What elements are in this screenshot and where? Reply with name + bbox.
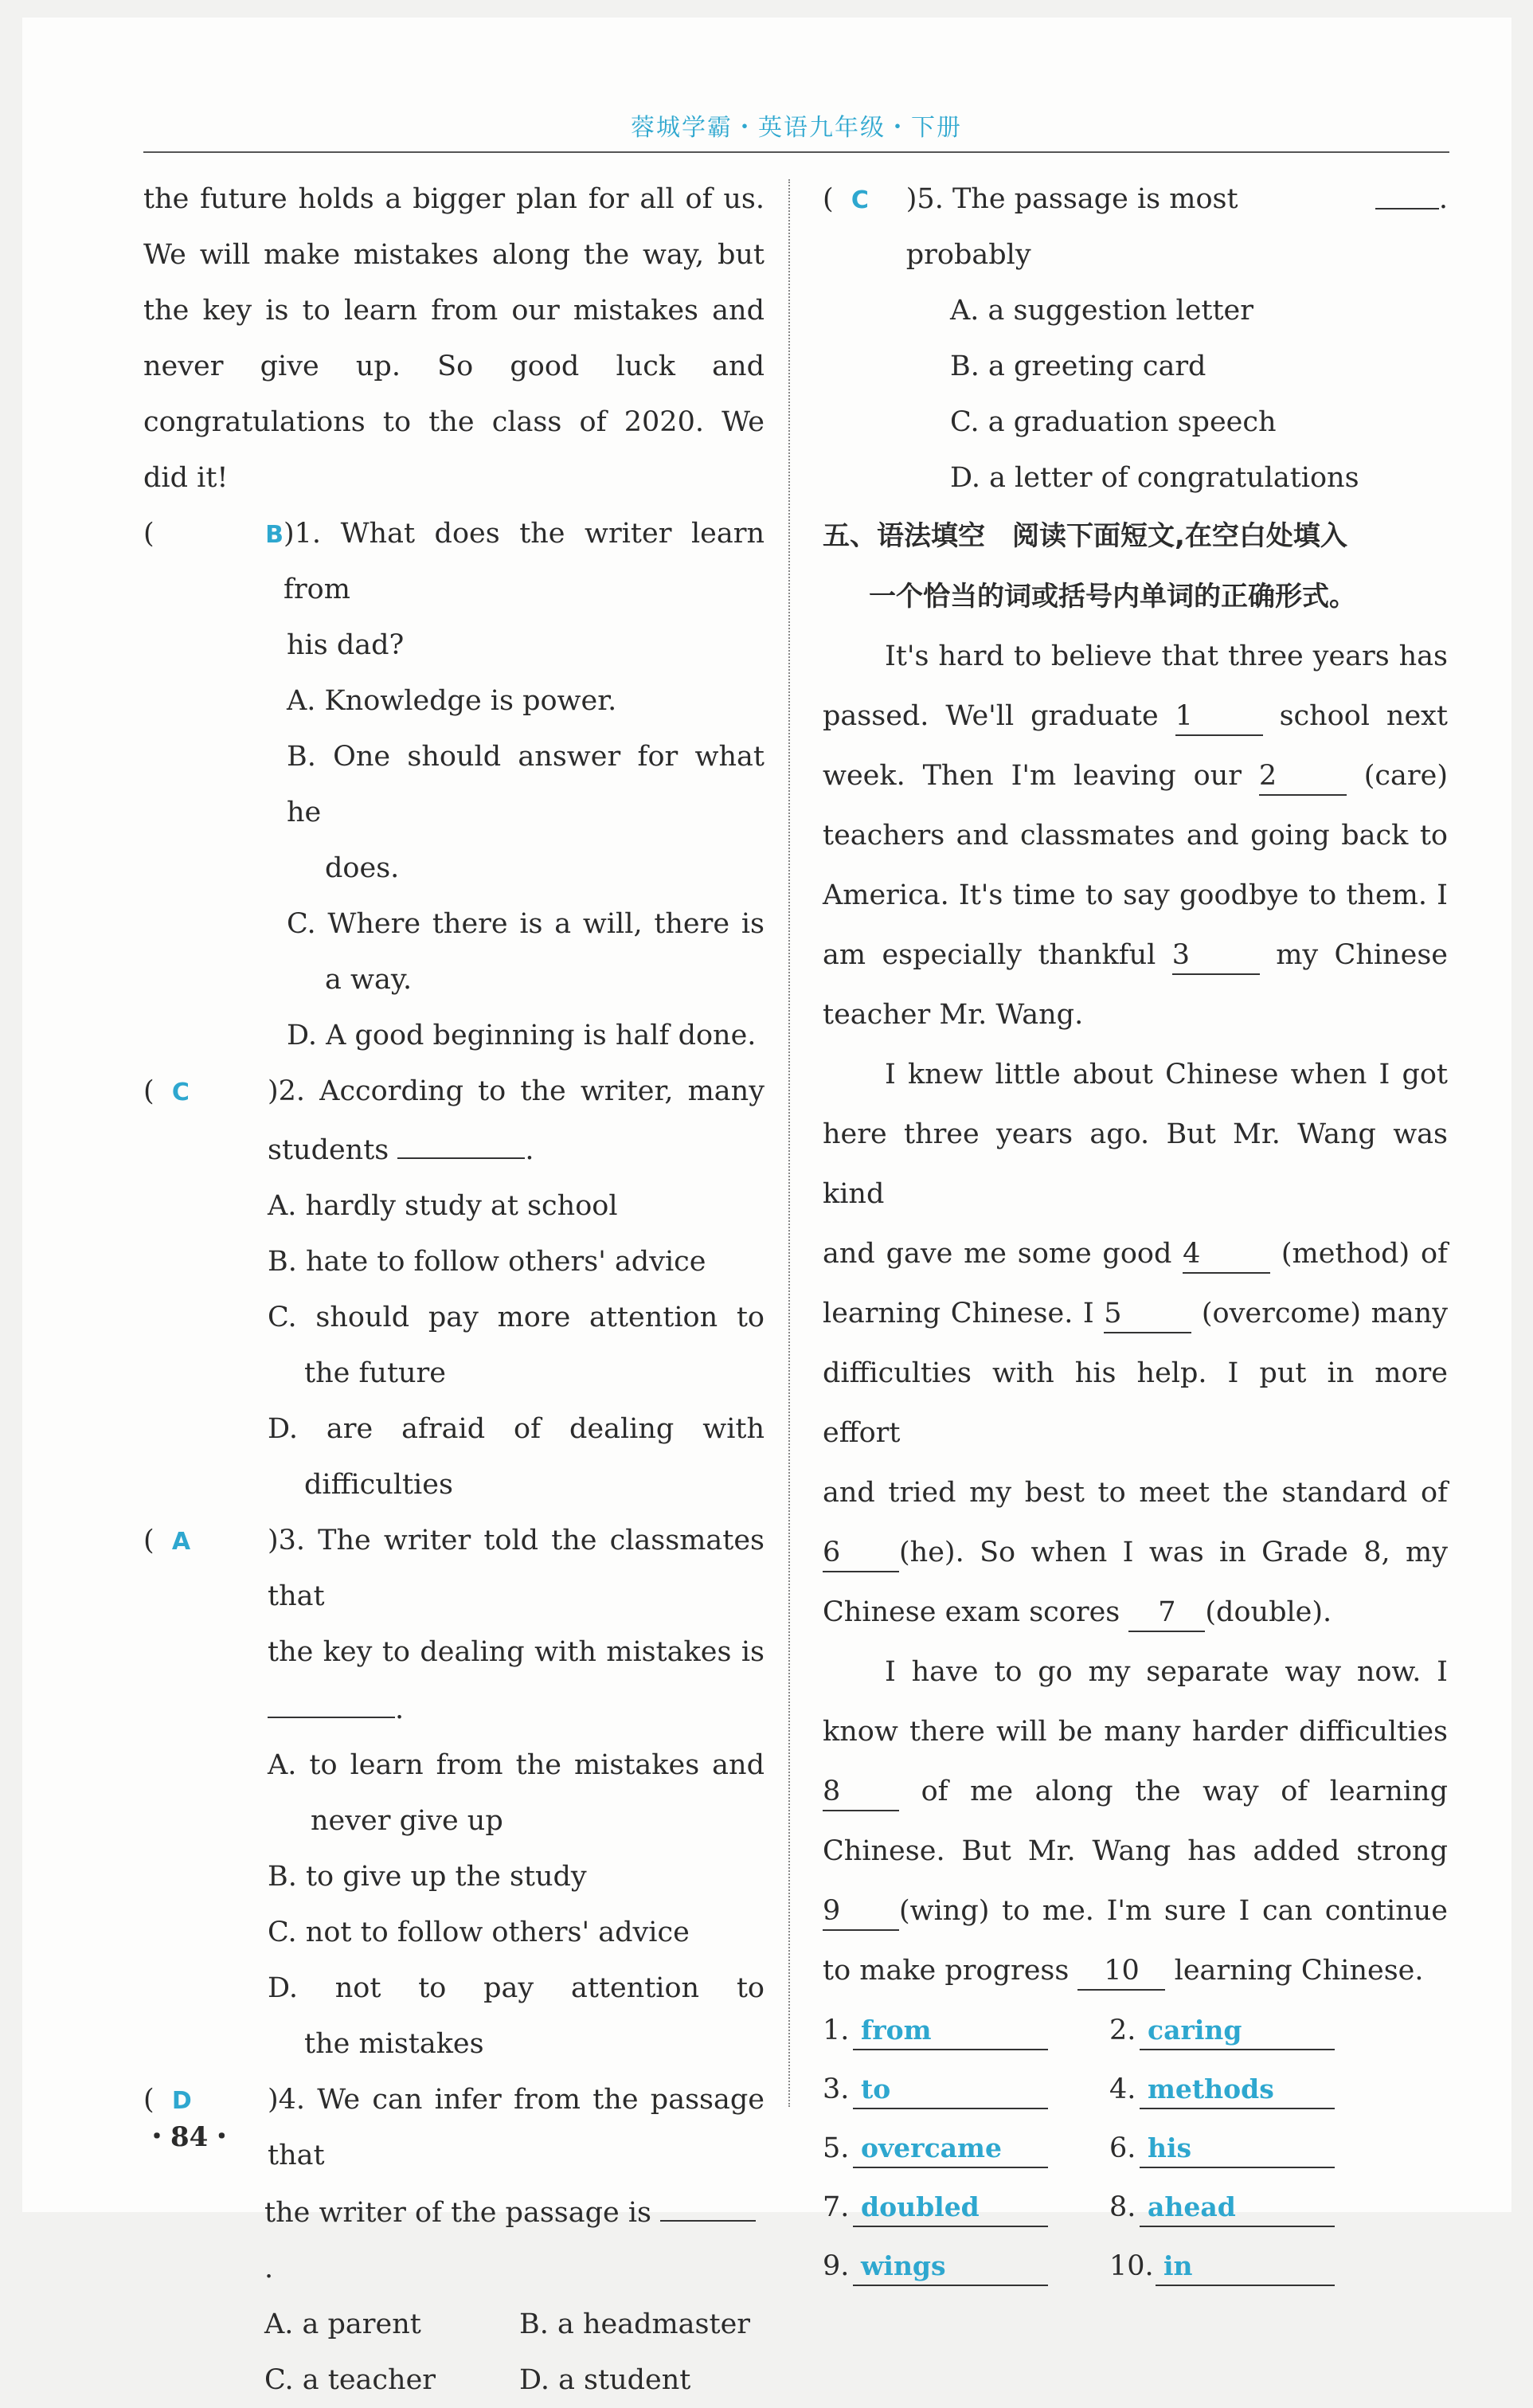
answer-value: methods bbox=[1140, 2071, 1335, 2109]
option-b: B. hate to follow others' advice bbox=[268, 1246, 706, 1278]
passage-text: learning Chinese. bbox=[1174, 1955, 1424, 1987]
answer-item bbox=[823, 2120, 1109, 2176]
passage-line: teacher Mr. Wang. bbox=[823, 999, 1084, 1031]
answer-item bbox=[1109, 2179, 1396, 2235]
answer-blank bbox=[397, 1121, 525, 1159]
passage-text: (method) of bbox=[1281, 1238, 1448, 1270]
question-stem: the key to dealing with mistakes is bbox=[268, 1636, 765, 1668]
answer-number: 3. bbox=[823, 2073, 850, 2105]
option-b: B. One should answer for what he bbox=[287, 741, 765, 828]
answer-value: wings bbox=[853, 2248, 1048, 2286]
passage-text: to make progress bbox=[823, 1955, 1070, 1987]
answer-number: 6. bbox=[1109, 2132, 1136, 2164]
answer-number: 8. bbox=[1109, 2191, 1136, 2223]
column-separator bbox=[788, 179, 790, 2107]
answer-mark: C bbox=[851, 186, 869, 214]
answer-value: his bbox=[1140, 2130, 1335, 2168]
question-5: ( C )5. The passage is most probably . A. a suggestion letter B. a greeting card C. a graduation speech D. a letter of congratulations bbox=[823, 171, 1448, 506]
option-d-cont: the mistakes bbox=[304, 2028, 484, 2060]
passage-text: passed. We'll graduate bbox=[823, 700, 1159, 732]
option-d: D. a student bbox=[519, 2364, 691, 2396]
answer-paren: ( C bbox=[143, 1075, 190, 1107]
passage-text: (he). So when I was in Grade 8, my bbox=[899, 1537, 1448, 1568]
option-d: D. A good beginning is half done. bbox=[287, 1020, 757, 1051]
option-a: A. a suggestion letter bbox=[950, 295, 1253, 327]
passage-line: I knew little about Chinese when I got bbox=[885, 1059, 1448, 1090]
option-c: C. a teacher bbox=[264, 2364, 436, 2396]
passage-text: (care) bbox=[1363, 760, 1448, 792]
answer-item bbox=[1109, 2120, 1396, 2176]
answer-paren: ( A bbox=[143, 1525, 191, 1556]
question-1 bbox=[143, 506, 765, 1063]
answer-number: 5. bbox=[823, 2132, 850, 2164]
answer-list bbox=[823, 2003, 1448, 2294]
passage-line: teachers and classmates and going back to bbox=[823, 820, 1448, 852]
answer-number: 2. bbox=[1109, 2014, 1136, 2046]
question-stem: his dad? bbox=[287, 629, 405, 661]
answer-item bbox=[823, 2061, 1109, 2117]
question-stem: )3. The writer told the classmates that bbox=[268, 1525, 765, 1612]
answer-item bbox=[1109, 2003, 1396, 2058]
blank-7: 7 bbox=[1128, 1594, 1205, 1632]
section-title: 五、语法填空 阅读下面短文,在空白处填入 bbox=[823, 520, 1347, 552]
left-column bbox=[143, 171, 765, 2408]
option-b: B. to give up the study bbox=[268, 1861, 587, 1893]
passage-line: Chinese. But Mr. Wang has added strong bbox=[823, 1835, 1448, 1867]
passage-line: never give up. So good luck and bbox=[143, 350, 765, 382]
option-b: B. a greeting card bbox=[950, 350, 1206, 382]
cloze-passage bbox=[823, 627, 1448, 2001]
answer-value: to bbox=[853, 2071, 1048, 2109]
passage-line: America. It's time to say goodbye to them. I bbox=[823, 879, 1448, 911]
answer-value: caring bbox=[1140, 2012, 1335, 2050]
blank-1: 1 bbox=[1175, 698, 1263, 736]
passage-text: of me along the way of learning bbox=[921, 1776, 1448, 1807]
answer-value: from bbox=[853, 2012, 1048, 2050]
answer-number: 1. bbox=[823, 2014, 850, 2046]
option-d: D. a letter of congratulations bbox=[950, 462, 1359, 494]
passage-line: congratulations to the class of 2020. We bbox=[143, 406, 765, 438]
answer-value: in bbox=[1156, 2248, 1335, 2286]
answer-mark: C bbox=[171, 1079, 190, 1106]
blank-10: 10 bbox=[1077, 1952, 1165, 1991]
answer-paren: ( C bbox=[823, 183, 869, 215]
option-d: D. not to pay attention to bbox=[268, 1972, 765, 2004]
answer-mark: B bbox=[265, 521, 284, 549]
answer-mark: A bbox=[171, 1528, 191, 1556]
option-c: C. should pay more attention to bbox=[268, 1302, 765, 1333]
option-a: A. a parent bbox=[264, 2308, 421, 2340]
answer-mark: D bbox=[171, 2087, 192, 2115]
section-title-cont: 一个恰当的词或括号内单词的正确形式。 bbox=[869, 581, 1356, 613]
answer-number: 4. bbox=[1109, 2073, 1136, 2105]
blank-3: 3 bbox=[1172, 937, 1260, 975]
passage-text: (wing) to me. I'm sure I can continue bbox=[899, 1895, 1448, 1927]
option-a: A. Knowledge is power. bbox=[287, 685, 617, 717]
answer-item bbox=[1109, 2061, 1396, 2117]
answer-blank bbox=[268, 1680, 395, 1718]
option-d-cont: difficulties bbox=[304, 1469, 453, 1501]
answer-item bbox=[1109, 2238, 1396, 2294]
blank-5: 5 bbox=[1104, 1295, 1191, 1333]
passage-line: We will make mistakes along the way, but bbox=[143, 239, 765, 271]
option-a: A. hardly study at school bbox=[268, 1190, 618, 1222]
passage-text: week. Then I'm leaving our bbox=[823, 760, 1242, 792]
right-column bbox=[823, 171, 1448, 2294]
passage-text: school next bbox=[1279, 700, 1448, 732]
answer-paren: ( B bbox=[143, 518, 284, 550]
passage-text: my Chinese bbox=[1276, 939, 1448, 971]
answer-item bbox=[823, 2238, 1109, 2294]
passage-line: and tried my best to meet the standard of bbox=[823, 1477, 1448, 1509]
option-a-cont: never give up bbox=[311, 1805, 503, 1837]
passage-text: (overcome) many bbox=[1201, 1298, 1448, 1329]
question-stem: )4. We can infer from the passage that bbox=[268, 2084, 765, 2171]
answer-number: 7. bbox=[823, 2191, 850, 2223]
answer-blank bbox=[1375, 171, 1439, 209]
answer-number: 10. bbox=[1109, 2250, 1154, 2282]
page-header: 蓉城学霸・英语九年级・下册 bbox=[631, 114, 962, 142]
option-c-cont: the future bbox=[304, 1357, 446, 1389]
passage-line: difficulties with his help. I put in more effort bbox=[823, 1357, 1448, 1449]
blank-4: 4 bbox=[1183, 1235, 1270, 1274]
question-stem: )5. The passage is most probably bbox=[905, 183, 1238, 271]
option-b-cont: does. bbox=[325, 852, 400, 884]
option-b: B. a headmaster bbox=[519, 2308, 751, 2340]
answer-value: ahead bbox=[1140, 2189, 1335, 2227]
option-c-cont: a way. bbox=[325, 964, 413, 996]
passage-line: know there will be many harder difficulties bbox=[823, 1716, 1448, 1748]
passage-line: It's hard to believe that three years has bbox=[885, 640, 1448, 672]
answer-blank bbox=[660, 2183, 756, 2222]
option-c: C. a graduation speech bbox=[950, 406, 1277, 438]
blank-8: 8 bbox=[823, 1773, 899, 1811]
question-stem: the writer of the passage is bbox=[264, 2197, 652, 2229]
blank-9: 9 bbox=[823, 1893, 899, 1931]
passage-line: the future holds a bigger plan for all of us. bbox=[143, 183, 765, 215]
question-3: ( A )3. The writer told the classmates that the key to dealing with mistakes is . A. to learn from the mistakes and never give up B. to give up the study C. not to follow others' advice D. not to pay attention to the mistakes bbox=[143, 1513, 765, 2072]
passage-text: am especially thankful bbox=[823, 939, 1156, 971]
answer-paren: ( D bbox=[143, 2084, 192, 2116]
blank-2: 2 bbox=[1259, 758, 1347, 796]
question-stem: students bbox=[268, 1134, 389, 1166]
page-number: ・84・ bbox=[143, 2121, 236, 2153]
passage-text: and gave me some good bbox=[823, 1238, 1172, 1270]
question-2: ( C )2. According to the writer, many students . A. hardly study at school B. hate to follow others' advice C. should pay more attention to the future D. are afraid of dealing with difficulties bbox=[143, 1063, 765, 1513]
passage-line: here three years ago. But Mr. Wang was kind bbox=[823, 1118, 1448, 1210]
passage-line: I have to go my separate way now. I bbox=[885, 1656, 1448, 1688]
passage-text: (double). bbox=[1205, 1596, 1332, 1628]
option-c: C. Where there is a will, there is bbox=[287, 908, 765, 940]
option-c: C. not to follow others' advice bbox=[268, 1917, 690, 1948]
answer-item bbox=[823, 2003, 1109, 2058]
answer-value: overcame bbox=[853, 2130, 1048, 2168]
answer-item bbox=[823, 2179, 1109, 2235]
answer-number: 9. bbox=[823, 2250, 850, 2282]
header-rule bbox=[143, 151, 1449, 153]
option-d: D. are afraid of dealing with bbox=[268, 1413, 765, 1445]
answer-value: doubled bbox=[853, 2189, 1048, 2227]
question-4: ( D )4. We can infer from the passage that the writer of the passage is . A. a parent B. a headmaster C. a teacher D. a student bbox=[143, 2072, 765, 2408]
passage-line: the key is to learn from our mistakes and bbox=[143, 295, 765, 327]
option-a: A. to learn from the mistakes and bbox=[268, 1749, 765, 1781]
question-stem: )1. What does the writer learn from bbox=[284, 518, 765, 605]
blank-6: 6 bbox=[823, 1534, 899, 1572]
passage-text: learning Chinese. I bbox=[823, 1298, 1094, 1329]
passage-line: did it! bbox=[143, 462, 229, 494]
passage-text: Chinese exam scores bbox=[823, 1596, 1120, 1628]
question-stem: )2. According to the writer, many bbox=[268, 1075, 765, 1107]
